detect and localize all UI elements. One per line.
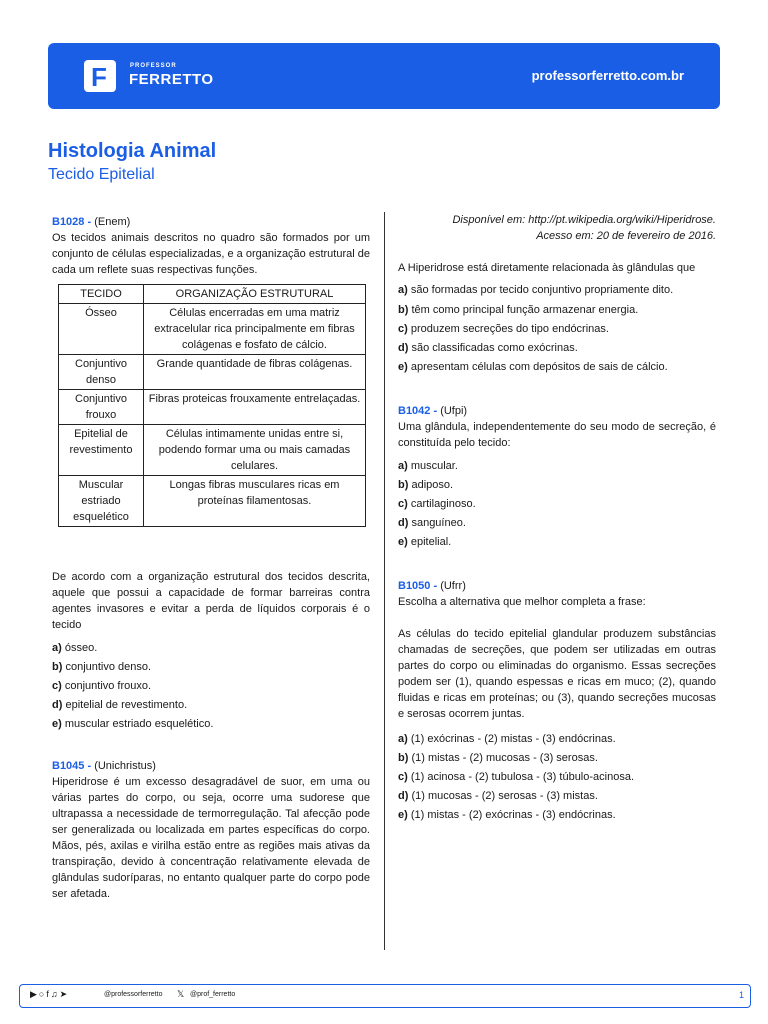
youtube-icon[interactable]: ▶ [30,989,39,999]
table-cell: Conjuntivo frouxo [59,390,144,425]
question-passage: As células do tecido epitelial glandular produzem substâncias chamadas de secreções, que podem ser utilizadas em outras partes do corpo ou eliminadas do organismo. Essas secreções podem ser (1), quando espessas e ricas em muco; (2), quando fluidas e ricas em proteínas; ou (3), quando secreções mucosas e serosas ocorrem juntas. [398,628,716,720]
page-subtitle: Tecido Epitelial [48,166,155,183]
left-column [52,214,370,902]
option-b[interactable]: b) adiposo. [398,479,454,491]
options-list [52,639,370,734]
table-row [59,476,366,527]
option-e[interactable]: e) apresentam células com depósitos de sais de cálcio. [398,361,668,373]
question-text: Uma glândula, independentemente do seu modo de secreção, é constituída pelo tecido: [398,421,716,449]
page-number: 1 [738,990,744,1000]
footer-bar [19,984,751,1008]
instagram-icon[interactable]: ○ [38,989,47,999]
source-citation: Disponível em: http://pt.wikipedia.org/wiki/Hiperidrose. [452,214,716,226]
table-cell: Grande quantidade de fibras colágenas. [144,355,366,390]
tissue-table [58,284,366,527]
telegram-icon[interactable]: ➤ [59,989,70,999]
access-date: Acesso em: 20 de fevereiro de 2016. [536,230,716,242]
question-source: (Enem) [94,216,131,228]
question-source: (Ufrr) [440,580,466,592]
option-c[interactable]: c) produzem secreções do tipo endócrinas. [398,323,609,335]
option-a[interactable]: a) muscular. [398,460,458,472]
options-list [398,457,716,552]
table-cell: Longas fibras musculares ricas em proteínas filamentosas. [144,476,366,527]
column-divider [384,212,385,950]
table-row [59,304,366,355]
option-d[interactable]: d) (1) mucosas - (2) serosas - (3) mistas. [398,790,598,802]
question-text: Escolha a alternativa que melhor completa a frase: [398,596,646,608]
question-source: (Unichristus) [94,760,156,772]
table-cell: Muscular estriado esquelético [59,476,144,527]
logo-small-text: PROFESSOR [130,63,177,69]
table-header-tissue: TECIDO [59,285,144,304]
question-code: B1042 - [398,405,438,417]
table-cell: Epitelial de revestimento [59,425,144,476]
option-c[interactable]: c) cartilaginoso. [398,498,476,510]
question-header-b1042 [398,403,716,419]
table-header-organization: ORGANIZAÇÃO ESTRUTURAL [144,285,366,304]
question-header-b1045 [52,758,370,774]
option-a[interactable]: a) são formadas por tecido conjuntivo propriamente dito. [398,284,674,296]
option-e[interactable]: e) (1) mistas - (2) exócrinas - (3) endócrinas. [398,809,616,821]
table-row [59,390,366,425]
option-a[interactable]: a) ósseo. [52,642,98,654]
table-row [59,425,366,476]
facebook-icon[interactable]: f [46,989,51,999]
header-banner [48,43,720,109]
table-cell: Ósseo [59,304,144,355]
option-a[interactable]: a) (1) exócrinas - (2) mistas - (3) endócrinas. [398,733,616,745]
question-header-b1050 [398,578,716,594]
option-d[interactable]: d) epitelial de revestimento. [52,699,188,711]
table-cell: Células intimamente unidas entre si, podendo formar uma ou mais camadas celulares. [144,425,366,476]
option-b[interactable]: b) conjuntivo denso. [52,661,152,673]
option-c[interactable]: c) conjuntivo frouxo. [52,680,152,692]
option-c[interactable]: c) (1) acinosa - (2) tubulosa - (3) túbulo-acinosa. [398,771,635,783]
options-list [398,282,716,377]
social-handle[interactable]: @professorferretto [104,991,163,998]
x-handle[interactable]: @prof_ferretto [190,991,236,998]
question-source: (Ufpi) [440,405,468,417]
option-b[interactable]: b) têm como principal função armazenar energia. [398,304,639,316]
table-row [59,355,366,390]
social-icons [30,989,69,1000]
question-header-b1028 [52,214,370,230]
x-icon[interactable]: 𝕏 [177,989,185,999]
table-cell: Conjuntivo denso [59,355,144,390]
right-column [398,212,716,825]
question-code: B1028 - [52,216,92,228]
option-e[interactable]: e) muscular estriado esquelético. [52,718,214,730]
question-text: Os tecidos animais descritos no quadro são formados por um conjunto de células especializadas, e a organização estrutural de cada um reflete suas respectivas funções. [52,232,370,276]
site-url: professorferretto.com.br [531,68,684,83]
question-text: Hiperidrose é um excesso desagradável de suor, em uma ou várias partes do corpo, ou seja, ocorre uma sudorese que ultrapassa a necessidade de termorregulação. Tal afecção pode ser generalizada ou localizada em partes específicas do corpo. Mãos, pés, axilas e virilha estão entre as regiões mais ativas da transpiração, devido à concentração relativamente elevada de glândulas sudoríparas, no entanto qualquer parte do corpo pode ser afetada. [52,776,370,900]
question-code: B1050 - [398,580,438,592]
ferretto-logo-icon [84,60,116,92]
option-e[interactable]: e) epitelial. [398,536,452,548]
tiktok-icon[interactable]: ♫ [50,989,60,999]
option-d[interactable]: d) sanguíneo. [398,517,466,529]
logo-brand-name: FERRETTO [129,71,214,88]
logo-letter: F [91,62,107,92]
options-list [398,730,716,825]
option-d[interactable]: d) são classificadas como exócrinas. [398,342,578,354]
question-prompt: De acordo com a organização estrutural dos tecidos descrita, aquele que possui a capacidade de formar barreiras contra agentes invasores e evitar a perda de líquidos corporais é o tecido [52,571,370,631]
table-cell: Células encerradas em uma matriz extracelular rica principalmente em fibras colágenas e fosfato de cálcio. [144,304,366,355]
question-code: B1045 - [52,760,92,772]
table-cell: Fibras proteicas frouxamente entrelaçadas. [144,390,366,425]
option-b[interactable]: b) (1) mistas - (2) mucosas - (3) serosas. [398,752,598,764]
question-prompt: A Hiperidrose está diretamente relacionada às glândulas que [398,262,696,274]
page-title: Histologia Animal [48,140,217,162]
